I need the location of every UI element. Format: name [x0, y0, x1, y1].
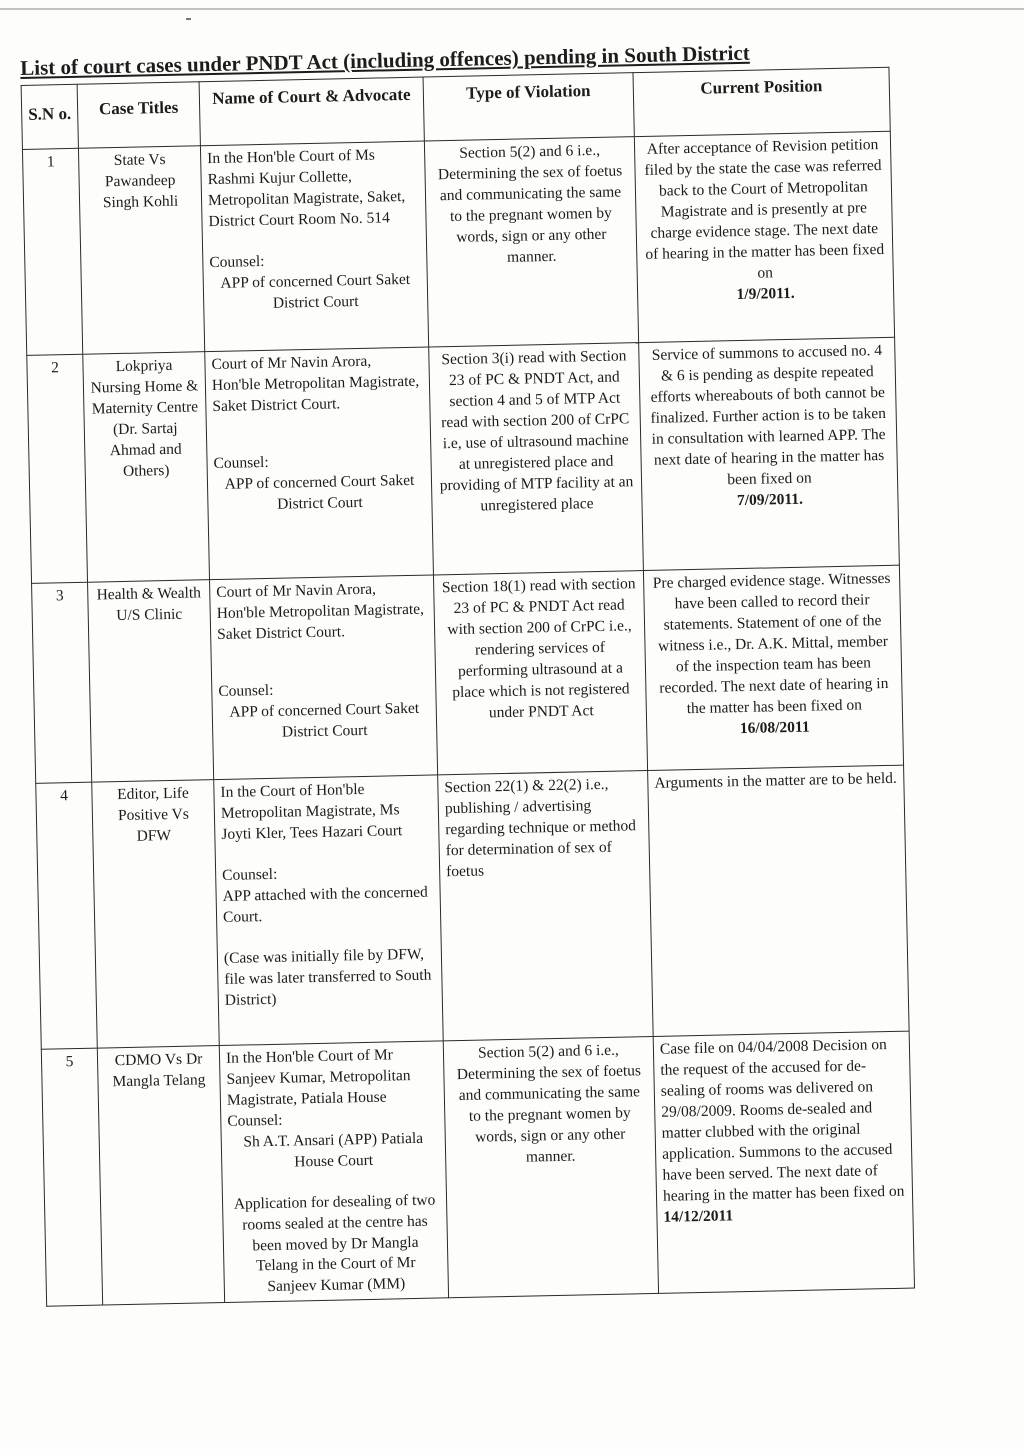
- case-note: Application for desealing of two rooms sealed at the centre has been moved by Dr Mangla Telang in the Court of Mr Sanjeev Kumar (MM): [233, 1191, 436, 1296]
- cell-sn: 3: [32, 582, 92, 783]
- hearing-date: 1/9/2011.: [736, 284, 795, 303]
- document-title: List of court cases under PNDT Act (including offences) pending in South District: [20, 40, 750, 80]
- header-current-position: Current Position: [633, 67, 890, 136]
- counsel-name: APP of concerned Court Saket District Court: [224, 471, 415, 513]
- table-row: [41, 1031, 914, 1306]
- counsel-label: Counsel:: [218, 681, 274, 700]
- court-name: In the Hon'ble Court of Ms Rashmi Kujur Collette, Metropolitan Magistrate, Saket, District Court Room No. 514: [207, 146, 406, 231]
- cell-case-title: Lokpriya Nursing Home & Maternity Centre (Dr. Sartaj Ahmad and Others): [83, 352, 210, 583]
- cell-sn: 2: [27, 354, 88, 583]
- cell-position: [639, 337, 900, 570]
- cell-sn: 4: [36, 782, 98, 1049]
- counsel-label: Counsel:: [209, 252, 265, 271]
- violation-detail: i.e, use of ultrasound machine at unregistered place and providing of MTP facility at an unregistered place: [439, 431, 634, 515]
- cell-violation: [429, 343, 644, 575]
- cell-court: [214, 775, 444, 1046]
- cell-position: [634, 131, 894, 342]
- table-row: [36, 765, 909, 1049]
- header-case-titles: Case Titles: [77, 82, 200, 149]
- header-type-of-violation: Type of Violation: [423, 73, 634, 141]
- position-text: After acceptance of Revision petition filed by the state the case was referred back to the Court of Metropolitan Magistrate and is presently at pre charge evidence stage. The next date of hearing in the matter has been fixed on: [644, 136, 885, 282]
- counsel-name: Sh A.T. Ansari (APP) Patiala House Court: [243, 1129, 424, 1171]
- cell-sn: 1: [22, 148, 82, 355]
- cell-sn: 5: [41, 1048, 102, 1306]
- court-name: Court of Mr Navin Arora, Hon'ble Metropolitan Magistrate, Saket District Court.: [216, 580, 425, 644]
- position-text: Service of summons to accused no. 4 & 6 is pending as despite repeated efforts whereabouts of both cannot be finalized. Further action is to be taken in consultation with learned APP. The next date of hearing in the matter has been fixed on: [650, 342, 887, 488]
- position-text: Pre charged evidence stage. Witnesses have been called to record their statements. Statement of one of the witness i.e., Dr. A.K. Mittal, member of the inspection team has been recorded. The next date of hearing in the matter has been fixed on: [652, 570, 891, 717]
- cell-court: [210, 575, 438, 780]
- cell-violation: Section 5(2) and 6 i.e., Determining the sex of foetus and communicating the same to the pregnant women by words, sign or any other manner.: [443, 1037, 658, 1298]
- table-row: [27, 337, 900, 583]
- document-page: [20, 38, 916, 1307]
- cell-court: [219, 1041, 448, 1303]
- violation-text: Section 3(i) read with Section 23 of PC & PNDT Act, and section 4 and 5 of MTP Act read with section 200 of CrPC: [441, 347, 630, 432]
- court-name: Court of Mr Navin Arora, Hon'ble Metropolitan Magistrate, Saket District Court.: [211, 352, 420, 416]
- scan-speck: [186, 18, 191, 20]
- counsel-label: Counsel:: [213, 453, 269, 472]
- cell-position: [643, 565, 903, 770]
- counsel-label: Counsel:: [227, 1111, 283, 1130]
- case-note: (Case was initially file by DFW, file was later transferred to South District): [223, 945, 432, 1009]
- cell-court: [200, 141, 428, 352]
- counsel-name: APP attached with the concerned Court.: [222, 883, 428, 926]
- cell-case-title: CDMO Vs Dr Mangla Telang: [97, 1046, 224, 1306]
- cell-violation: Section 5(2) and 6 i.e., Determining the sex of foetus and communicating the same to the pregnant women by words, sign or any other manner.: [424, 137, 638, 347]
- court-cases-table: [21, 67, 915, 1307]
- cell-violation: Section 18(1) read with section 23 of PC & PNDT Act read with section 200 of CrPC i.e., rendering services of performing ultrasound at a place which is not registered under PNDT Act: [433, 571, 647, 775]
- court-name: In the Hon'ble Court of Mr Sanjeev Kumar, Metropolitan Magistrate, Patiala House: [225, 1046, 411, 1109]
- cell-position: Arguments in the matter are to be held.: [648, 765, 910, 1036]
- cell-position: [653, 1031, 914, 1293]
- hearing-date: 7/09/2011.: [736, 490, 804, 509]
- cell-case-title: Editor, Life Positive Vs DFW: [92, 780, 220, 1048]
- table-row: [22, 131, 894, 355]
- counsel-name: APP of concerned Court Saket District Court: [229, 699, 420, 741]
- scan-edge-line: [0, 8, 1024, 10]
- counsel-name: APP of concerned Court Saket District Court: [220, 270, 411, 312]
- court-name: In the Court of Hon'ble Metropolitan Magistrate, Ms Joyti Kler, Tees Hazari Court: [220, 781, 403, 843]
- header-sn: S.N o.: [21, 84, 78, 149]
- cell-case-title: Health & Wealth U/S Clinic: [88, 580, 214, 783]
- header-court-advocate: Name of Court & Advocate: [199, 77, 424, 146]
- cell-case-title: State Vs Pawandeep Singh Kohli: [78, 146, 204, 355]
- cell-violation: Section 22(1) & 22(2) i.e., publishing / advertising regarding technique or method for determination of sex of foetus: [438, 771, 654, 1041]
- table-row: [32, 565, 904, 783]
- counsel-label: Counsel:: [222, 865, 278, 884]
- hearing-date: 14/12/2011: [663, 1206, 734, 1226]
- hearing-date: 16/08/2011: [739, 718, 810, 737]
- position-text: Case file on 04/04/2008 Decision on the request of the accused for de-sealing of rooms was delivered on 29/08/2009. Rooms de-sealed and matter clubbed with the original application. Summons to the accused have been served. The next date of hearing in the matter has been fixed on: [659, 1036, 905, 1205]
- cell-court: [205, 347, 434, 580]
